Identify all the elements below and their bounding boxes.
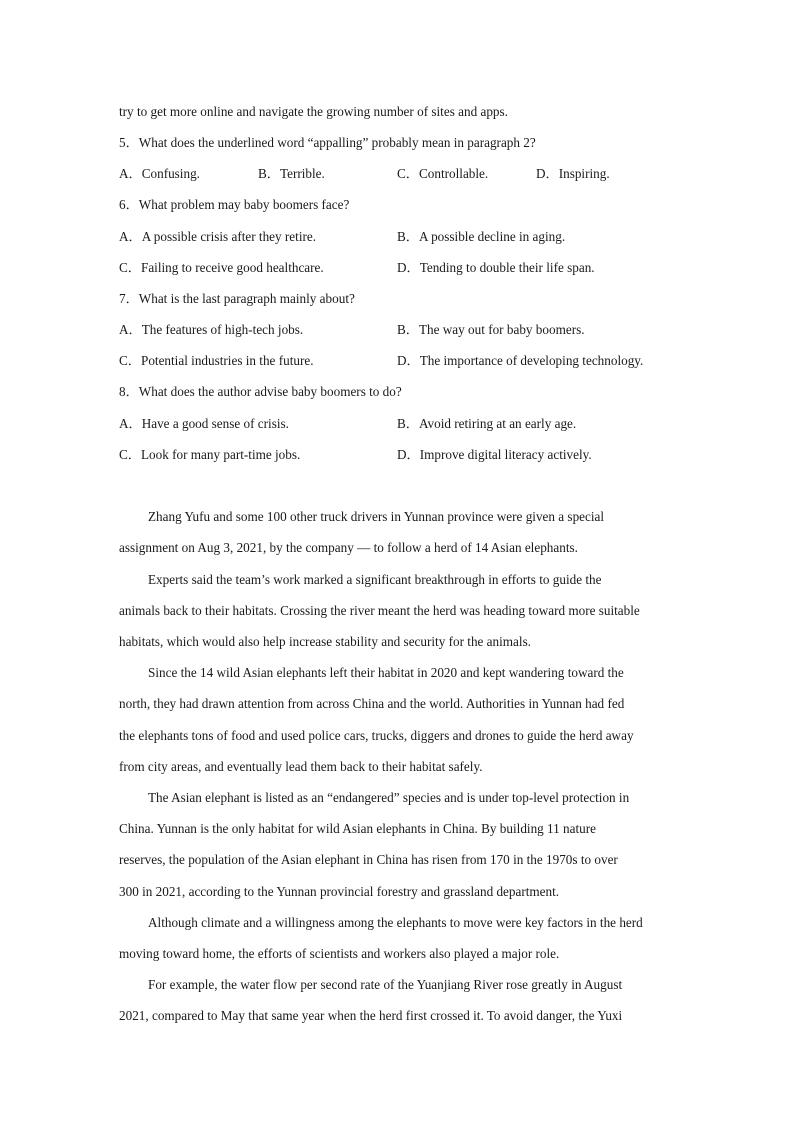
question-8-option-d: D．Improve digital literacy actively.: [397, 447, 592, 462]
question-7-option-c: C．Potential industries in the future.: [119, 353, 314, 368]
passage-line: assignment on Aug 3, 2021, by the company — to follow a herd of 14 Asian elephants.: [119, 540, 578, 555]
passage-line: For example, the water flow per second rate of the Yuanjiang River rose greatly in August: [148, 977, 623, 992]
question-6-option-c: C．Failing to receive good healthcare.: [119, 260, 324, 275]
question-6-stem: 6．What problem may baby boomers face?: [119, 197, 350, 212]
question-8-option-a: A．Have a good sense of crisis.: [119, 416, 289, 431]
question-6-option-a: A．A possible crisis after they retire.: [119, 229, 317, 244]
passage-line: animals back to their habitats. Crossing the river meant the herd was heading toward more suitable: [119, 603, 640, 618]
passage-line: 2021, compared to May that same year when the herd first crossed it. To avoid danger, the Yuxi: [119, 1008, 623, 1023]
question-5-option-c: C．Controllable.: [397, 166, 489, 181]
question-8-option-b: B．Avoid retiring at an early age.: [397, 416, 577, 431]
passage-line: Experts said the team’s work marked a significant breakthrough in efforts to guide the: [148, 572, 602, 587]
passage-line: north, they had drawn attention from across China and the world. Authorities in Yunnan had fed: [119, 696, 625, 711]
passage-line: Since the 14 wild Asian elephants left their habitat in 2020 and kept wandering toward the: [148, 665, 624, 680]
passage-line: The Asian elephant is listed as an “endangered” species and is under top-level protection in: [148, 790, 630, 805]
question-7-option-d: D．The importance of developing technology.: [397, 353, 644, 368]
question-8-stem: 8．What does the author advise baby boomers to do?: [119, 384, 402, 399]
question-5-stem: 5．What does the underlined word “appalling” probably mean in paragraph 2?: [119, 135, 536, 150]
passage-line: the elephants tons of food and used police cars, trucks, diggers and drones to guide the herd away: [119, 728, 634, 743]
question-5-option-b: B．Terrible.: [258, 166, 325, 181]
passage-line: moving toward home, the efforts of scientists and workers also played a major role.: [119, 946, 560, 961]
question-7-option-a: A．The features of high-tech jobs.: [119, 322, 304, 337]
question-6-option-b: B．A possible decline in aging.: [397, 229, 566, 244]
passage-line: habitats, which would also help increase stability and security for the animals.: [119, 634, 531, 649]
question-8-option-c: C．Look for many part-time jobs.: [119, 447, 301, 462]
passage-line: 300 in 2021, according to the Yunnan provincial forestry and grassland department.: [119, 884, 560, 899]
question-6-option-d: D．Tending to double their life span.: [397, 260, 595, 275]
intro-tail-line: try to get more online and navigate the growing number of sites and apps.: [119, 104, 508, 119]
passage-line: Zhang Yufu and some 100 other truck drivers in Yunnan province were given a special: [148, 509, 605, 524]
passage-line: reserves, the population of the Asian elephant in China has risen from 170 in the 1970s to over: [119, 852, 618, 867]
question-5-option-d: D．Inspiring.: [536, 166, 610, 181]
question-7-stem: 7．What is the last paragraph mainly about?: [119, 291, 355, 306]
question-7-option-b: B．The way out for baby boomers.: [397, 322, 585, 337]
question-5-option-a: A．Confusing.: [119, 166, 200, 181]
passage-line: China. Yunnan is the only habitat for wild Asian elephants in China. By building 11 nature: [119, 821, 597, 836]
passage-line: from city areas, and eventually lead them back to their habitat safely.: [119, 759, 483, 774]
passage-line: Although climate and a willingness among the elephants to move were key factors in the herd: [148, 915, 643, 930]
